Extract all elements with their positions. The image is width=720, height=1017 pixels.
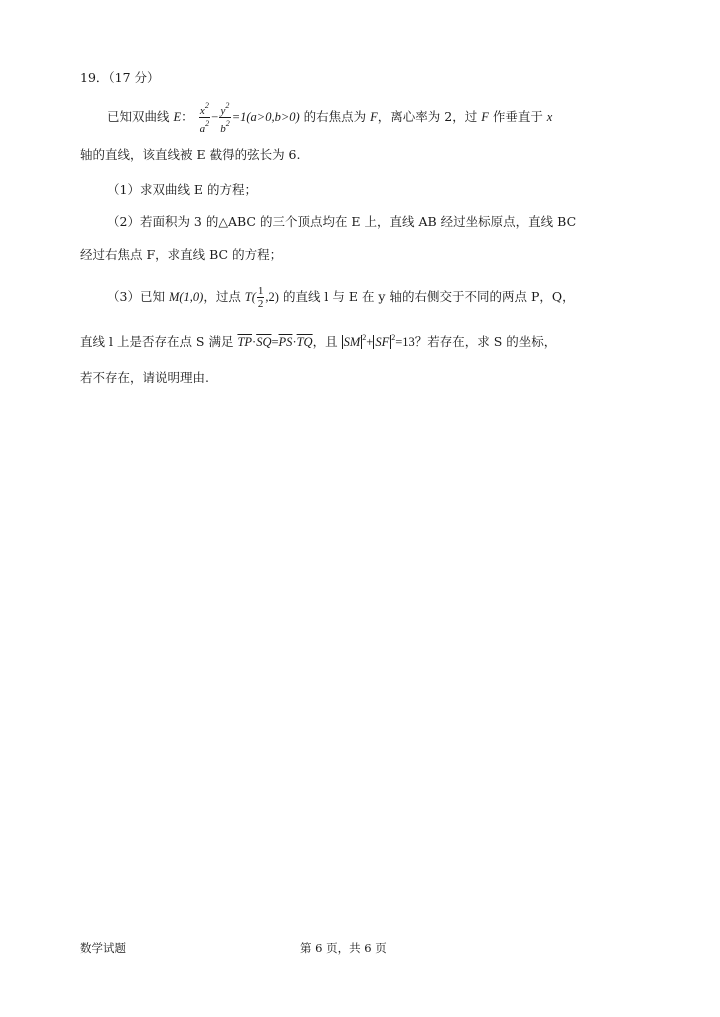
exponent-2: 2	[362, 333, 367, 342]
abs-sm-text: SM	[343, 335, 361, 349]
problem-header: 19．（17 分）	[80, 70, 160, 85]
vector-ps: $\overline{PS}$	[278, 335, 293, 349]
abs-sf	[373, 335, 391, 349]
vector-tp: $\overline{TP}$	[237, 335, 253, 349]
frac-den: 2	[257, 298, 264, 310]
stem-var-x: x	[546, 110, 553, 124]
part-2-line1: （2）若面积为 3 的△ABC 的三个顶点均在 E 上，直线 AB 经过坐标原点，直线 BC	[107, 214, 577, 229]
stem-text: 已知双曲线	[107, 109, 174, 124]
frac-num: 1	[257, 285, 264, 297]
abs-sm	[342, 335, 363, 349]
dot-op: ·	[292, 335, 297, 349]
frac-den: b	[220, 123, 226, 135]
fraction-y2-b2: $\frac{y^2}{b^2}$	[220, 101, 230, 135]
stem-text: ：	[181, 109, 194, 124]
part-3-line1	[107, 282, 575, 312]
part3-text: ？若存在，求 S 的坐标，	[414, 334, 557, 349]
frac-num: y	[220, 105, 226, 117]
part3-text: 直线 l 上是否存在点 S 满足	[80, 334, 238, 349]
vector-sq: $\overline{SQ}$	[256, 335, 272, 349]
stem-text: 的右焦点为	[299, 109, 371, 124]
dot-op: ·	[252, 335, 257, 349]
problem-stem-line1	[107, 100, 552, 135]
exponent-2: 2	[391, 333, 396, 342]
point-m: M(1,0)	[168, 290, 204, 304]
part3-text: （3）已知	[107, 289, 169, 304]
stem-var-e: E	[173, 110, 182, 124]
point-t-rest: ,2)	[265, 290, 279, 304]
equals-13: =13	[395, 335, 415, 349]
part-1: （1）求双曲线 E 的方程；	[107, 182, 258, 197]
stem-text: 作垂直于	[488, 109, 547, 124]
stem-var-f: F	[370, 110, 378, 124]
footer-page-number: 第 6 页，共 6 页	[300, 941, 387, 955]
part3-text: 的直线 l 与 E 在 y 轴的右侧交于不同的两点 P，Q，	[278, 289, 575, 304]
frac-num: x	[199, 105, 205, 117]
problem-stem-line2: 轴的直线，该直线被 E 截得的弦长为 6.	[80, 147, 301, 162]
fraction-one-half	[257, 285, 265, 310]
frac-den: a	[199, 123, 206, 135]
point-t: T(	[244, 290, 256, 304]
fraction-x2-a2: $\frac{x^2}{a^2}$	[199, 101, 210, 135]
footer-subject: 数学试题	[80, 941, 126, 955]
part3-text: ，且	[312, 334, 342, 349]
abs-sf-text: SF	[375, 335, 390, 349]
plus-sign: +	[366, 335, 374, 349]
stem-condition: =1(a>0,b>0)	[231, 110, 300, 124]
part-3-line2	[80, 334, 556, 349]
part-3-line3: 若不存在，请说明理由.	[80, 370, 209, 385]
vector-tq: $\overline{TQ}$	[296, 335, 313, 349]
equals-sign: =	[271, 335, 279, 349]
stem-var-f: F	[481, 110, 489, 124]
stem-text: ，离心率为 2，过	[377, 109, 482, 124]
part-2-line2: 经过右焦点 F，求直线 BC 的方程；	[80, 247, 283, 262]
minus-sign: −	[211, 110, 219, 124]
part3-text: ，过点	[203, 289, 245, 304]
